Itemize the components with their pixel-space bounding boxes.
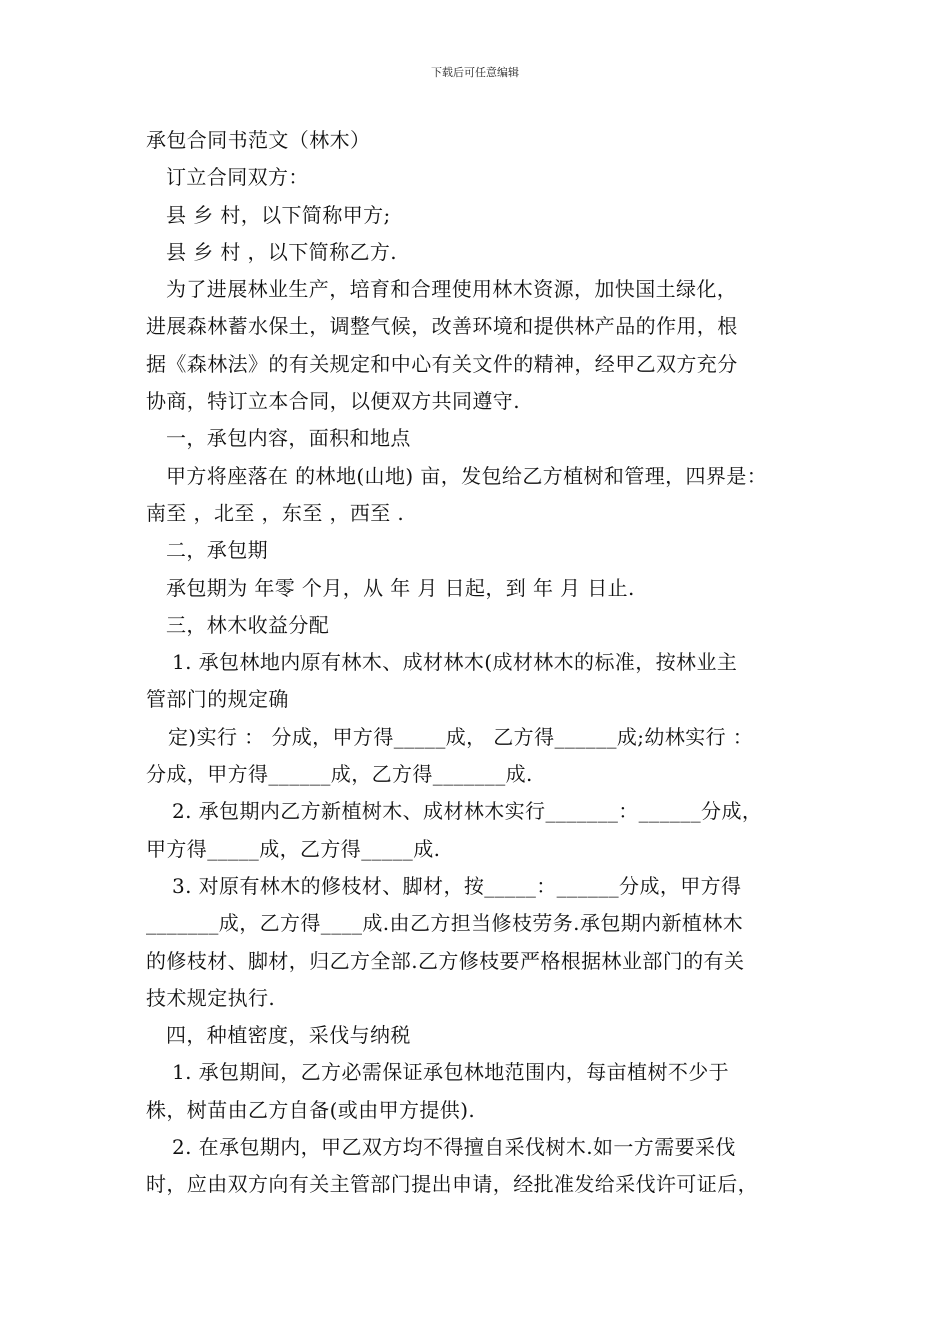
clause-line: 甲方得_____成，乙方得_____成. bbox=[146, 836, 441, 861]
paragraph-line: 据《森林法》的有关规定和中心有关文件的精神，经甲乙双方充分 bbox=[146, 351, 738, 376]
clause-line: 时，应由双方向有关主管部门提出申请，经批准发给采伐许可证后， bbox=[146, 1172, 758, 1197]
clause-line: 2. 承包期内乙方新植树木、成材林木实行_______：______分成， bbox=[172, 799, 763, 824]
paragraph-line: 订立合同双方： bbox=[166, 165, 309, 190]
section-heading: 三，林木收益分配 bbox=[166, 612, 330, 637]
clause-line: _______成，乙方得____成.由乙方担当修枝劳务.承包期内新植林木 bbox=[146, 911, 744, 936]
clause-line: 2. 在承包期内，甲乙双方均不得擅自采伐树木.如一方需要采伐 bbox=[172, 1135, 736, 1160]
clause-line: 技术规定执行. bbox=[146, 985, 276, 1010]
clause-line: 管部门的规定确 bbox=[146, 687, 289, 712]
paragraph-line: 县 乡 村 ，以下简称乙方. bbox=[166, 239, 398, 264]
clause-line: 1. 承包林地内原有林木、成材林木(成材林木的标准，按林业主 bbox=[172, 650, 738, 675]
clause-line: 分成，甲方得______成，乙方得_______成. bbox=[146, 762, 533, 787]
paragraph-line: 甲方将座落在 的林地(山地) 亩，发包给乙方植树和管理，四界是： bbox=[166, 463, 768, 488]
paragraph-line: 承包期为 年零 个月，从 年 月 日起，到 年 月 日止. bbox=[166, 575, 635, 600]
paragraph-line: 为了进展林业生产，培育和合理使用林木资源，加快国土绿化， bbox=[166, 277, 738, 302]
section-heading: 一，承包内容，面积和地点 bbox=[166, 426, 411, 451]
clause-line: 的修枝材、脚材，归乙方全部.乙方修枝要严格根据林业部门的有关 bbox=[146, 948, 745, 973]
clause-line: 1. 承包期间，乙方必需保证承包林地范围内，每亩植树不少于 bbox=[172, 1060, 730, 1085]
clause-line: 定)实行 ： 分成，甲方得_____成， 乙方得______成;幼林实行 ： bbox=[168, 724, 754, 749]
paragraph-line: 县 乡 村，以下简称甲方; bbox=[166, 202, 391, 227]
section-heading: 四，种植密度，采伐与纳税 bbox=[166, 1023, 411, 1048]
paragraph-line: 协商，特订立本合同，以便双方共同遵守. bbox=[146, 389, 520, 414]
document-body bbox=[146, 122, 818, 1204]
document-title: 承包合同书范文（林木） bbox=[146, 128, 371, 152]
paragraph-line: 南至 ，北至 ，东至 ，西至 . bbox=[146, 500, 405, 525]
clause-line: 3. 对原有林木的修枝材、脚材，按_____：______分成，甲方得 bbox=[172, 873, 742, 898]
paragraph-line: 进展森林蓄水保土，调整气候，改善环境和提供林产品的作用，根 bbox=[146, 314, 738, 339]
page-header-note: 下载后可任意编辑 bbox=[431, 66, 519, 79]
clause-line: 株，树苗由乙方自备(或由甲方提供). bbox=[146, 1097, 476, 1122]
section-heading: 二，承包期 bbox=[166, 538, 268, 563]
